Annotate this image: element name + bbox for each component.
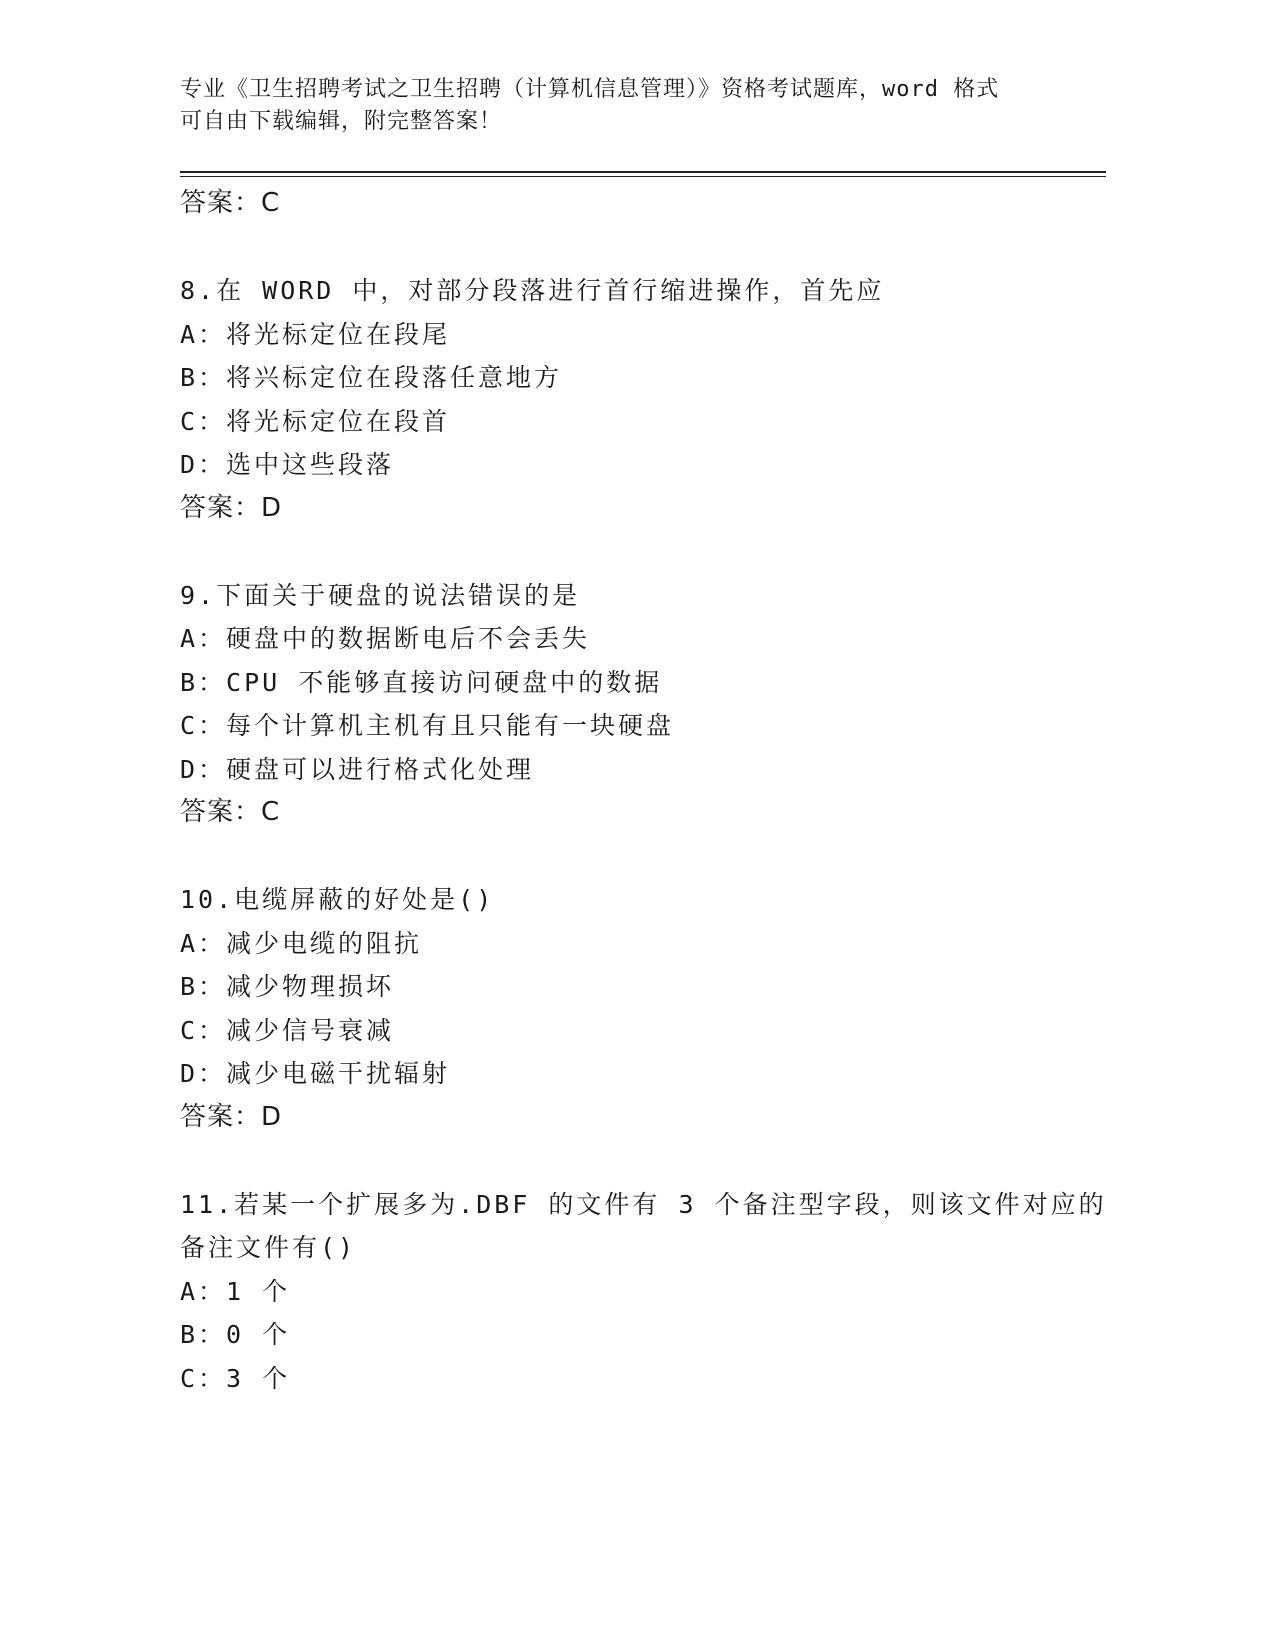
question-8 (180, 269, 1060, 530)
option-a: A：硬盘中的数据断电后不会丢失 (180, 624, 591, 653)
option-c: C：减少信号衰减 (180, 1015, 395, 1045)
header-divider (180, 171, 1106, 173)
header-line-1: 专业《卫生招聘考试之卫生招聘（计算机信息管理）》资格考试题库，word 格式 (180, 77, 1000, 102)
header-line-2: 可自由下载编辑，附完整答案！ (180, 109, 503, 134)
document-body (180, 182, 1107, 1400)
option-b: B：减少物理损坏 (180, 972, 395, 1001)
answer-line: 答案：C (180, 188, 281, 218)
question-11 (180, 1183, 1107, 1401)
option-b: B：0 个 (180, 1320, 291, 1349)
option-c: C：3 个 (180, 1363, 291, 1393)
question-9 (180, 574, 1060, 835)
header-divider-thin (180, 176, 1106, 177)
answer-line: 答案：D (180, 492, 283, 523)
option-a: A：减少电缆的阻抗 (180, 928, 423, 958)
option-c: C：每个计算机主机有且只能有一块硬盘 (180, 711, 675, 740)
option-d: D：选中这些段落 (180, 450, 395, 479)
option-b: B：将兴标定位在段落任意地方 (180, 363, 563, 392)
option-d: D：硬盘可以进行格式化处理 (180, 754, 535, 784)
question-stem-line-1: 11.若某一个扩展多为.DBF 的文件有 3 个备注型字段，则该文件对应的 (180, 1189, 1107, 1219)
option-c: C：将光标定位在段首 (180, 406, 451, 436)
question-stem: 10.电缆屏蔽的好处是() (180, 885, 495, 914)
document-header (180, 74, 1040, 138)
question-stem-line-2: 备注文件有() (180, 1233, 357, 1262)
answer-line: 答案：D (180, 1101, 283, 1132)
question-10 (180, 878, 1060, 1139)
option-d: D：减少电磁干扰辐射 (180, 1059, 451, 1088)
answer-line: 答案：C (180, 797, 281, 827)
option-a: A：1 个 (180, 1276, 291, 1306)
option-a: A：将光标定位在段尾 (180, 319, 451, 349)
option-b: B：CPU 不能够直接访问硬盘中的数据 (180, 667, 663, 697)
question-stem: 9.下面关于硬盘的说法错误的是 (180, 580, 581, 610)
question-stem: 8.在 WORD 中，对部分段落进行首行缩进操作，首先应 (180, 276, 885, 305)
